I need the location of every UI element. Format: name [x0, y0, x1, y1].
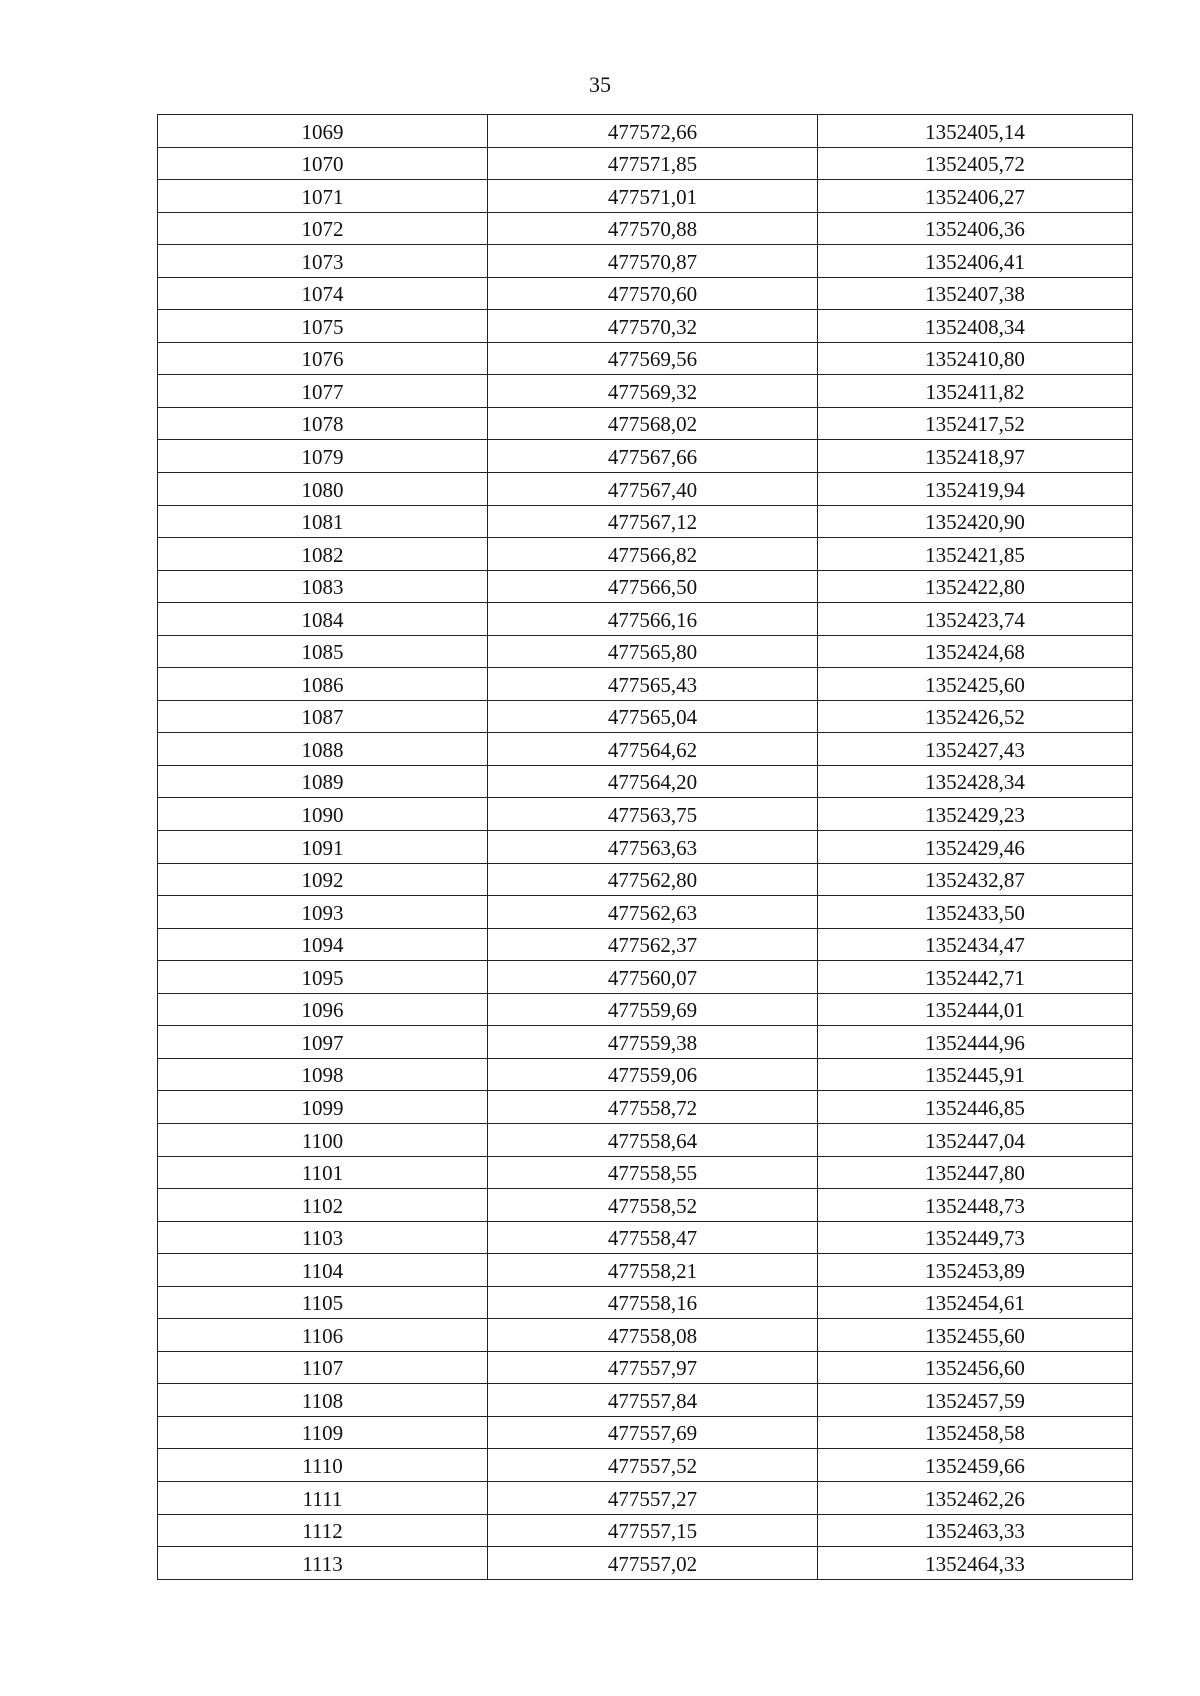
y-coordinate-cell: 1352457,59 — [818, 1384, 1133, 1417]
x-coordinate-cell: 477560,07 — [488, 961, 818, 994]
table-row — [158, 1319, 1133, 1352]
table-row — [158, 212, 1133, 245]
x-coordinate-cell: 477572,66 — [488, 115, 818, 148]
y-coordinate-cell: 1352406,27 — [818, 180, 1133, 213]
table-row — [158, 473, 1133, 506]
point-number-cell: 1083 — [158, 570, 488, 603]
y-coordinate-cell: 1352463,33 — [818, 1514, 1133, 1547]
point-number-cell: 1105 — [158, 1286, 488, 1319]
table-row — [158, 1156, 1133, 1189]
x-coordinate-cell: 477569,32 — [488, 375, 818, 408]
point-number-cell: 1112 — [158, 1514, 488, 1547]
table-row — [158, 277, 1133, 310]
table-row — [158, 961, 1133, 994]
table-row — [158, 310, 1133, 343]
x-coordinate-cell: 477562,80 — [488, 863, 818, 896]
x-coordinate-cell: 477570,60 — [488, 277, 818, 310]
table-row — [158, 700, 1133, 733]
table-row — [158, 115, 1133, 148]
x-coordinate-cell: 477568,02 — [488, 407, 818, 440]
point-number-cell: 1074 — [158, 277, 488, 310]
y-coordinate-cell: 1352418,97 — [818, 440, 1133, 473]
y-coordinate-cell: 1352407,38 — [818, 277, 1133, 310]
y-coordinate-cell: 1352459,66 — [818, 1449, 1133, 1482]
x-coordinate-cell: 477569,56 — [488, 342, 818, 375]
x-coordinate-cell: 477558,64 — [488, 1123, 818, 1156]
table-row — [158, 993, 1133, 1026]
point-number-cell: 1096 — [158, 993, 488, 1026]
table-row — [158, 407, 1133, 440]
table-row — [158, 896, 1133, 929]
point-number-cell: 1091 — [158, 831, 488, 864]
table-row — [158, 668, 1133, 701]
y-coordinate-cell: 1352426,52 — [818, 700, 1133, 733]
y-coordinate-cell: 1352462,26 — [818, 1481, 1133, 1514]
x-coordinate-cell: 477564,20 — [488, 765, 818, 798]
y-coordinate-cell: 1352448,73 — [818, 1189, 1133, 1222]
y-coordinate-cell: 1352419,94 — [818, 473, 1133, 506]
x-coordinate-cell: 477566,82 — [488, 538, 818, 571]
point-number-cell: 1080 — [158, 473, 488, 506]
table-row — [158, 1123, 1133, 1156]
point-number-cell: 1102 — [158, 1189, 488, 1222]
y-coordinate-cell: 1352447,80 — [818, 1156, 1133, 1189]
x-coordinate-cell: 477559,38 — [488, 1026, 818, 1059]
x-coordinate-cell: 477570,88 — [488, 212, 818, 245]
point-number-cell: 1077 — [158, 375, 488, 408]
point-number-cell: 1087 — [158, 700, 488, 733]
x-coordinate-cell: 477557,97 — [488, 1351, 818, 1384]
y-coordinate-cell: 1352449,73 — [818, 1221, 1133, 1254]
table-row — [158, 1449, 1133, 1482]
table-row — [158, 1026, 1133, 1059]
y-coordinate-cell: 1352408,34 — [818, 310, 1133, 343]
y-coordinate-cell: 1352455,60 — [818, 1319, 1133, 1352]
point-number-cell: 1099 — [158, 1091, 488, 1124]
x-coordinate-cell: 477558,16 — [488, 1286, 818, 1319]
y-coordinate-cell: 1352434,47 — [818, 928, 1133, 961]
x-coordinate-cell: 477559,69 — [488, 993, 818, 1026]
table-row — [158, 1481, 1133, 1514]
x-coordinate-cell: 477570,87 — [488, 245, 818, 278]
table-row — [158, 147, 1133, 180]
point-number-cell: 1078 — [158, 407, 488, 440]
y-coordinate-cell: 1352444,96 — [818, 1026, 1133, 1059]
point-number-cell: 1086 — [158, 668, 488, 701]
table-row — [158, 1547, 1133, 1580]
y-coordinate-cell: 1352433,50 — [818, 896, 1133, 929]
point-number-cell: 1088 — [158, 733, 488, 766]
coordinates-table-body — [158, 115, 1133, 1580]
table-row — [158, 1351, 1133, 1384]
y-coordinate-cell: 1352410,80 — [818, 342, 1133, 375]
page-number: 35 — [589, 72, 611, 97]
table-row — [158, 603, 1133, 636]
point-number-cell: 1098 — [158, 1058, 488, 1091]
y-coordinate-cell: 1352429,46 — [818, 831, 1133, 864]
table-row — [158, 1514, 1133, 1547]
point-number-cell: 1094 — [158, 928, 488, 961]
y-coordinate-cell: 1352458,58 — [818, 1416, 1133, 1449]
table-row — [158, 1384, 1133, 1417]
point-number-cell: 1101 — [158, 1156, 488, 1189]
y-coordinate-cell: 1352411,82 — [818, 375, 1133, 408]
x-coordinate-cell: 477558,72 — [488, 1091, 818, 1124]
table-row — [158, 538, 1133, 571]
point-number-cell: 1069 — [158, 115, 488, 148]
table-row — [158, 375, 1133, 408]
x-coordinate-cell: 477558,47 — [488, 1221, 818, 1254]
point-number-cell: 1072 — [158, 212, 488, 245]
y-coordinate-cell: 1352405,14 — [818, 115, 1133, 148]
x-coordinate-cell: 477566,50 — [488, 570, 818, 603]
x-coordinate-cell: 477558,52 — [488, 1189, 818, 1222]
point-number-cell: 1097 — [158, 1026, 488, 1059]
x-coordinate-cell: 477570,32 — [488, 310, 818, 343]
table-row — [158, 180, 1133, 213]
table-row — [158, 1416, 1133, 1449]
y-coordinate-cell: 1352425,60 — [818, 668, 1133, 701]
table-row — [158, 1221, 1133, 1254]
x-coordinate-cell: 477557,02 — [488, 1547, 818, 1580]
y-coordinate-cell: 1352423,74 — [818, 603, 1133, 636]
x-coordinate-cell: 477565,04 — [488, 700, 818, 733]
point-number-cell: 1108 — [158, 1384, 488, 1417]
table-row — [158, 1254, 1133, 1287]
x-coordinate-cell: 477567,12 — [488, 505, 818, 538]
table-row — [158, 798, 1133, 831]
point-number-cell: 1104 — [158, 1254, 488, 1287]
table-row — [158, 928, 1133, 961]
y-coordinate-cell: 1352422,80 — [818, 570, 1133, 603]
point-number-cell: 1093 — [158, 896, 488, 929]
point-number-cell: 1090 — [158, 798, 488, 831]
x-coordinate-cell: 477567,66 — [488, 440, 818, 473]
x-coordinate-cell: 477563,75 — [488, 798, 818, 831]
y-coordinate-cell: 1352429,23 — [818, 798, 1133, 831]
point-number-cell: 1106 — [158, 1319, 488, 1352]
y-coordinate-cell: 1352446,85 — [818, 1091, 1133, 1124]
table-row — [158, 1091, 1133, 1124]
point-number-cell: 1109 — [158, 1416, 488, 1449]
point-number-cell: 1070 — [158, 147, 488, 180]
y-coordinate-cell: 1352464,33 — [818, 1547, 1133, 1580]
y-coordinate-cell: 1352406,36 — [818, 212, 1133, 245]
point-number-cell: 1075 — [158, 310, 488, 343]
y-coordinate-cell: 1352454,61 — [818, 1286, 1133, 1319]
x-coordinate-cell: 477567,40 — [488, 473, 818, 506]
table-row — [158, 765, 1133, 798]
x-coordinate-cell: 477565,43 — [488, 668, 818, 701]
point-number-cell: 1076 — [158, 342, 488, 375]
y-coordinate-cell: 1352420,90 — [818, 505, 1133, 538]
point-number-cell: 1095 — [158, 961, 488, 994]
x-coordinate-cell: 477559,06 — [488, 1058, 818, 1091]
y-coordinate-cell: 1352445,91 — [818, 1058, 1133, 1091]
table-row — [158, 440, 1133, 473]
y-coordinate-cell: 1352405,72 — [818, 147, 1133, 180]
point-number-cell: 1085 — [158, 635, 488, 668]
y-coordinate-cell: 1352427,43 — [818, 733, 1133, 766]
table-row — [158, 733, 1133, 766]
x-coordinate-cell: 477557,27 — [488, 1481, 818, 1514]
y-coordinate-cell: 1352442,71 — [818, 961, 1133, 994]
table-row — [158, 1058, 1133, 1091]
y-coordinate-cell: 1352456,60 — [818, 1351, 1133, 1384]
x-coordinate-cell: 477557,15 — [488, 1514, 818, 1547]
table-row — [158, 1189, 1133, 1222]
table-row — [158, 635, 1133, 668]
point-number-cell: 1071 — [158, 180, 488, 213]
y-coordinate-cell: 1352453,89 — [818, 1254, 1133, 1287]
point-number-cell: 1084 — [158, 603, 488, 636]
point-number-cell: 1111 — [158, 1481, 488, 1514]
x-coordinate-cell: 477558,08 — [488, 1319, 818, 1352]
table-row — [158, 570, 1133, 603]
x-coordinate-cell: 477557,84 — [488, 1384, 818, 1417]
y-coordinate-cell: 1352447,04 — [818, 1123, 1133, 1156]
table-row — [158, 342, 1133, 375]
y-coordinate-cell: 1352417,52 — [818, 407, 1133, 440]
y-coordinate-cell: 1352428,34 — [818, 765, 1133, 798]
table-row — [158, 863, 1133, 896]
point-number-cell: 1100 — [158, 1123, 488, 1156]
point-number-cell: 1113 — [158, 1547, 488, 1580]
x-coordinate-cell: 477557,52 — [488, 1449, 818, 1482]
y-coordinate-cell: 1352406,41 — [818, 245, 1133, 278]
table-row — [158, 831, 1133, 864]
point-number-cell: 1081 — [158, 505, 488, 538]
point-number-cell: 1110 — [158, 1449, 488, 1482]
point-number-cell: 1089 — [158, 765, 488, 798]
y-coordinate-cell: 1352424,68 — [818, 635, 1133, 668]
point-number-cell: 1079 — [158, 440, 488, 473]
x-coordinate-cell: 477571,01 — [488, 180, 818, 213]
x-coordinate-cell: 477571,85 — [488, 147, 818, 180]
y-coordinate-cell: 1352432,87 — [818, 863, 1133, 896]
point-number-cell: 1082 — [158, 538, 488, 571]
x-coordinate-cell: 477563,63 — [488, 831, 818, 864]
coordinates-table — [157, 114, 1133, 1580]
y-coordinate-cell: 1352421,85 — [818, 538, 1133, 571]
point-number-cell: 1073 — [158, 245, 488, 278]
x-coordinate-cell: 477557,69 — [488, 1416, 818, 1449]
table-row — [158, 1286, 1133, 1319]
x-coordinate-cell: 477565,80 — [488, 635, 818, 668]
table-row — [158, 505, 1133, 538]
x-coordinate-cell: 477558,55 — [488, 1156, 818, 1189]
x-coordinate-cell: 477566,16 — [488, 603, 818, 636]
point-number-cell: 1092 — [158, 863, 488, 896]
x-coordinate-cell: 477558,21 — [488, 1254, 818, 1287]
point-number-cell: 1103 — [158, 1221, 488, 1254]
x-coordinate-cell: 477564,62 — [488, 733, 818, 766]
x-coordinate-cell: 477562,63 — [488, 896, 818, 929]
x-coordinate-cell: 477562,37 — [488, 928, 818, 961]
point-number-cell: 1107 — [158, 1351, 488, 1384]
table-row — [158, 245, 1133, 278]
y-coordinate-cell: 1352444,01 — [818, 993, 1133, 1026]
